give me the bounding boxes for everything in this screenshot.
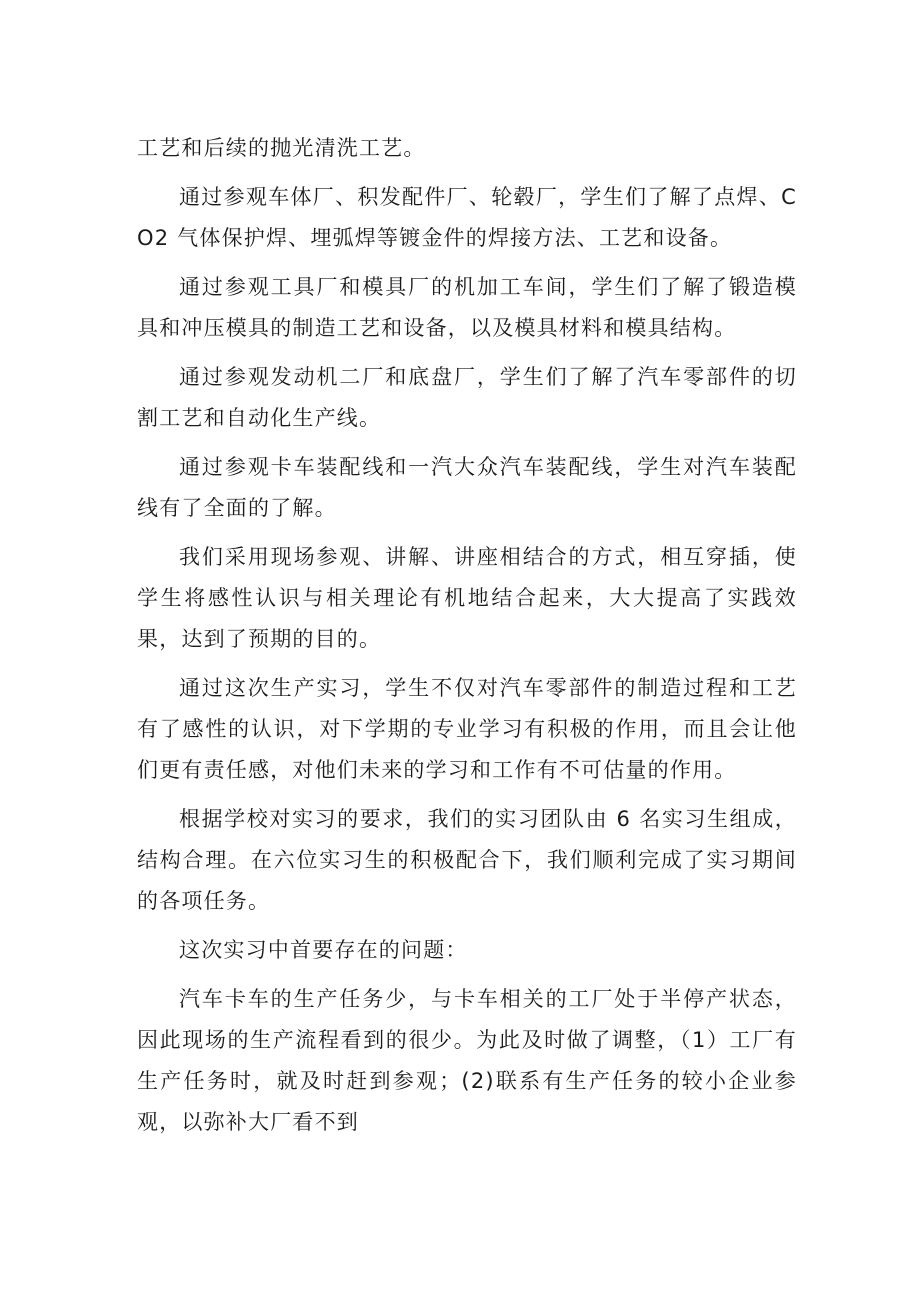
paragraph-engine-chassis-visit: 通过参观发动机二厂和底盘厂，学生们了解了汽车零部件的切割工艺和自动化生产线。 — [137, 365, 797, 430]
document-body — [137, 128, 797, 1151]
paragraph-problems-detail: 汽车卡车的生产任务少，与卡车相关的工厂处于半停产状态，因此现场的生产流程看到的很少。为此及时做了调整，（1）工厂有生产任务时，就及时赶到参观；(2)联系有生产任务的较小企业参观，以弥补大厂看不到 — [137, 987, 797, 1134]
paragraph-assembly-line-visit: 通过参观卡车装配线和一汽大众汽车装配线，学生对汽车装配线有了全面的了解。 — [137, 455, 797, 520]
paragraph-problems-heading: 这次实习中首要存在的问题： — [179, 938, 468, 962]
paragraph-tool-die-visit: 通过参观工具厂和模具厂的机加工车间，学生们了解了锻造模具和冲压模具的制造工艺和设备，以及模具材料和模具结构。 — [137, 275, 797, 340]
paragraph-internship-outcome: 通过这次生产实习，学生不仅对汽车零部件的制造过程和工艺有了感性的认识，对下学期的专业学习有积极的作用，而且会让他们更有责任感，对他们未来的学习和工作有不可估量的作用。 — [137, 676, 797, 782]
paragraph-team-composition: 根据学校对实习的要求，我们的实习团队由 6 名实习生组成，结构合理。在六位实习生的积极配合下，我们顺利完成了实习期间的各项任务。 — [137, 807, 797, 913]
paragraph-body-shop-visit: 通过参观车体厂、积发配件厂、轮毂厂，学生们了解了点焊、CO2 气体保护焊、埋弧焊等镀金件的焊接方法、工艺和设备。 — [137, 185, 797, 250]
paragraph-teaching-method: 我们采用现场参观、讲解、讲座相结合的方式，相互穿插，使学生将感性认识与相关理论有机地结合起来，大大提高了实践效果，达到了预期的目的。 — [137, 545, 797, 651]
paragraph-continuation: 工艺和后续的抛光清洗工艺。 — [137, 136, 426, 160]
